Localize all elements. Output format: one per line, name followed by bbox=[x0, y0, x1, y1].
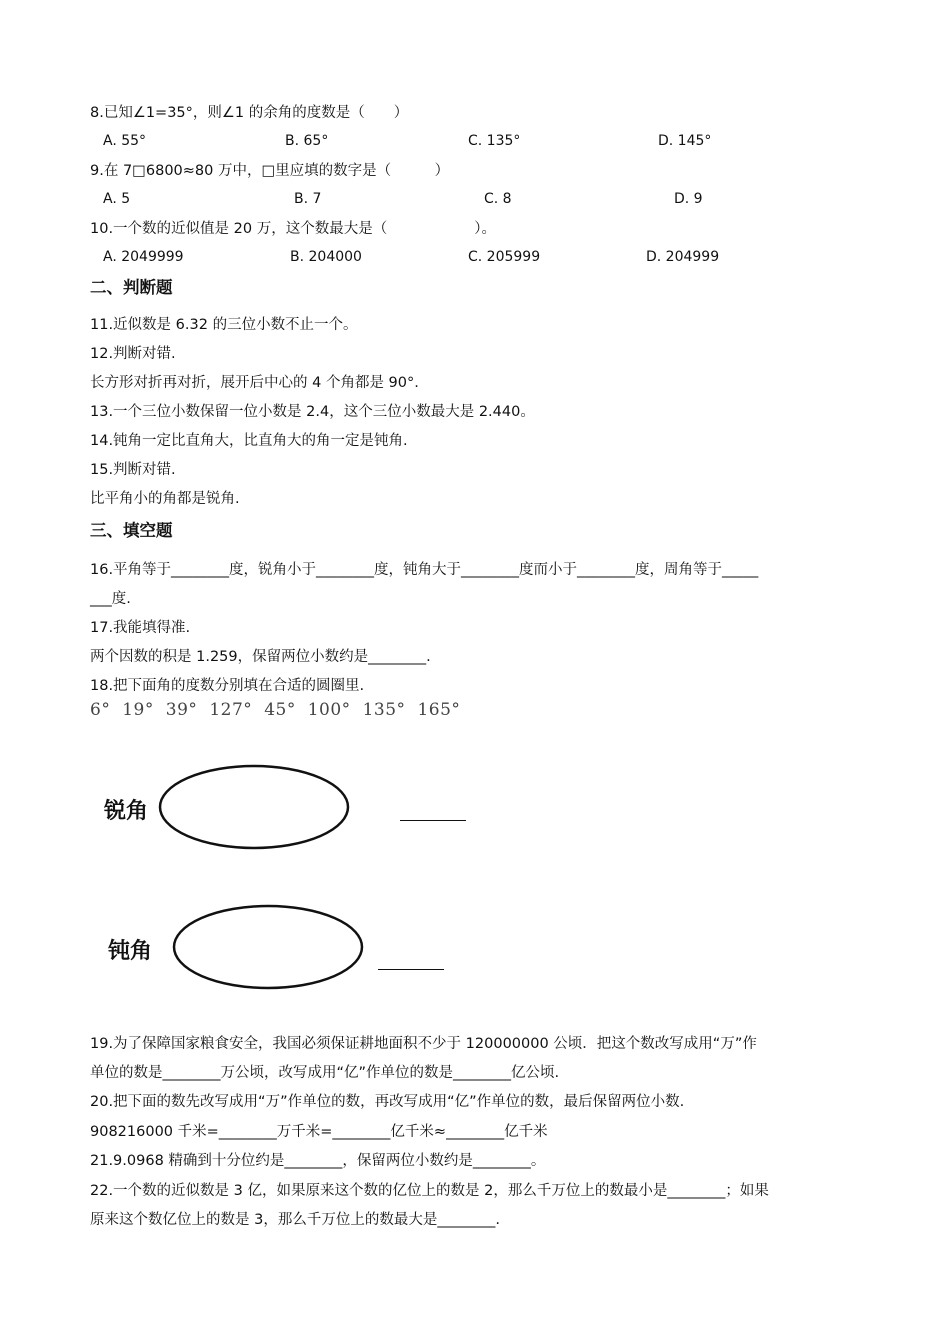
acute-answer-blank[interactable] bbox=[400, 820, 466, 821]
question-17-statement: 两个因数的积是 1.259，保留两位小数约是________. bbox=[90, 649, 431, 665]
question-18-stem: 18.把下面角的度数分别填在合适的圆圈里. bbox=[90, 678, 365, 694]
degree-item: 127° bbox=[209, 700, 253, 720]
obtuse-angle-circle bbox=[172, 903, 372, 993]
degree-item: 6° bbox=[90, 700, 111, 720]
question-11: 11.近似数是 6.32 的三位小数不止一个。 bbox=[90, 317, 358, 333]
question-9-option-b: B. 7 bbox=[294, 191, 322, 207]
degree-item: 45° bbox=[264, 700, 296, 720]
question-8-option-c: C. 135° bbox=[468, 133, 521, 149]
question-8-stem: 8.已知∠1=35°，则∠1 的余角的度数是（ ） bbox=[90, 105, 409, 121]
question-10-stem: 10.一个数的近似值是 20 万，这个数最大是（ ）。 bbox=[90, 221, 496, 237]
question-16-line-1: 16.平角等于________度，锐角小于________度，钝角大于________度而小于________度，周角等于_____ bbox=[90, 562, 759, 578]
section-title-judgement: 二、判断题 bbox=[90, 278, 173, 297]
degree-item: 39° bbox=[165, 700, 198, 720]
question-13: 13.一个三位小数保留一位小数是 2.4，这个三位小数最大是 2.440。 bbox=[90, 404, 535, 420]
question-19-line-1: 19.为了保障国家粮食安全，我国必须保证耕地面积不少于 120000000 公顷．把这个数改写成用“万”作 bbox=[90, 1036, 757, 1052]
question-16-line-2: ___度. bbox=[90, 591, 131, 607]
question-10-option-d: D. 204999 bbox=[646, 249, 720, 265]
question-10-option-c: C. 205999 bbox=[468, 249, 541, 265]
question-20-expression: 908216000 千米=________万千米=________亿千米≈________亿千米 bbox=[90, 1124, 548, 1140]
question-15-stem: 15.判断对错. bbox=[90, 462, 176, 478]
acute-angle-circle bbox=[158, 764, 358, 854]
question-9-option-a: A. 5 bbox=[103, 191, 131, 207]
question-14: 14.钝角一定比直角大，比直角大的角一定是钝角. bbox=[90, 433, 408, 449]
degree-item: 19° bbox=[122, 700, 154, 720]
question-15-statement: 比平角小的角都是锐角. bbox=[90, 491, 240, 507]
question-10-option-b: B. 204000 bbox=[290, 249, 362, 265]
section-title-fill-blank: 三、填空题 bbox=[90, 521, 173, 540]
question-21: 21.9.0968 精确到十分位约是________，保留两位小数约是________。 bbox=[90, 1153, 546, 1169]
degree-item: 135° bbox=[362, 700, 406, 720]
question-12-stem: 12.判断对错. bbox=[90, 346, 176, 362]
obtuse-angle-label: 钝角 bbox=[108, 939, 153, 964]
question-8-option-d: D. 145° bbox=[658, 133, 712, 149]
question-8-option-a: A. 55° bbox=[103, 133, 147, 149]
question-22-line-1: 22.一个数的近似数是 3 亿，如果原来这个数的亿位上的数是 2，那么千万位上的数最小是________；如果 bbox=[90, 1183, 769, 1199]
question-22-line-2: 原来这个数亿位上的数是 3，那么千万位上的数最大是________. bbox=[90, 1212, 500, 1228]
acute-angle-label: 锐角 bbox=[104, 799, 149, 824]
question-9-stem: 9.在 7□6800≈80 万中，□里应填的数字是（ ） bbox=[90, 163, 450, 179]
question-10-option-a: A. 2049999 bbox=[103, 249, 184, 265]
obtuse-answer-blank[interactable] bbox=[378, 969, 444, 970]
question-12-statement: 长方形对折再对折，展开后中心的 4 个角都是 90°. bbox=[90, 375, 419, 391]
question-19-line-2: 单位的数是________万公顷，改写成用“亿”作单位的数是________亿公顷. bbox=[90, 1065, 560, 1081]
question-20-stem: 20.把下面的数先改写成用“万”作单位的数，再改写成用“亿”作单位的数，最后保留两位小数. bbox=[90, 1094, 685, 1110]
question-17-stem: 17.我能填得准. bbox=[90, 620, 191, 636]
degree-item: 100° bbox=[307, 700, 351, 720]
degree-list bbox=[90, 700, 460, 720]
question-9-option-d: D. 9 bbox=[674, 191, 703, 207]
question-8-option-b: B. 65° bbox=[285, 133, 329, 149]
degree-item: 165° bbox=[417, 700, 461, 720]
question-9-option-c: C. 8 bbox=[484, 191, 512, 207]
